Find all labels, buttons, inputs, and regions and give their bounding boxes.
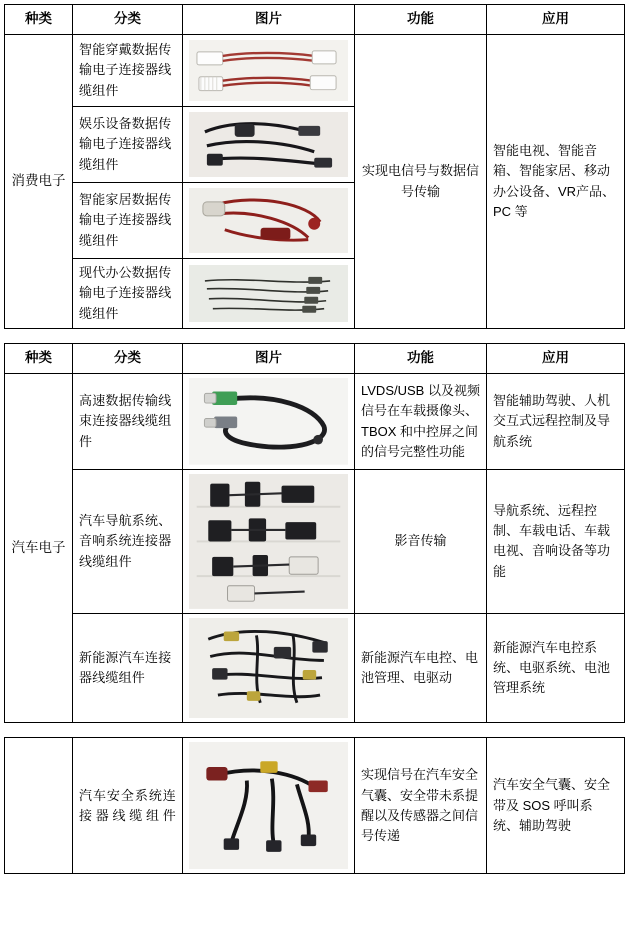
header-kind: 种类 (5, 5, 73, 35)
table-row (5, 738, 625, 874)
cell-image (183, 613, 355, 722)
safety-harness-photo (189, 742, 348, 869)
header-application: 应用 (487, 5, 625, 35)
navigation-audio-harness-photo (189, 474, 348, 609)
cell-function: 实现信号在汽车安全气囊、安全带未系提醒以及传感器之间信号传递 (355, 738, 487, 874)
cell-classification: 智能穿戴数据传输电子连接器线缆组件 (73, 35, 183, 107)
consumer-electronics-table (4, 4, 625, 329)
hsd-cable-photo (189, 378, 348, 465)
table-row (5, 470, 625, 614)
cell-image (183, 183, 355, 259)
table-header-row (5, 344, 625, 374)
cell-kind-empty (5, 738, 73, 874)
table-row (5, 35, 625, 107)
cell-classification: 现代办公数据传输电子连接器线缆组件 (73, 259, 183, 329)
header-classification: 分类 (73, 5, 183, 35)
cell-classification: 娱乐设备数据传输电子连接器线缆组件 (73, 107, 183, 183)
cell-classification: 汽车安全系统连接器线缆组件 (73, 738, 183, 874)
header-function: 功能 (355, 5, 487, 35)
cell-classification: 高速数据传输线束连接器线缆组件 (73, 374, 183, 470)
cell-application: 智能辅助驾驶、人机交互式远程控制及导航系统 (487, 374, 625, 470)
cell-function: 影音传输 (355, 470, 487, 614)
header-function: 功能 (355, 344, 487, 374)
cell-function: 实现电信号与数据信号传输 (355, 35, 487, 329)
cell-classification: 新能源汽车连接器线缆组件 (73, 613, 183, 722)
header-kind: 种类 (5, 344, 73, 374)
nev-harness-photo (189, 618, 348, 718)
cell-image (183, 35, 355, 107)
table-separator (0, 329, 628, 339)
cell-application: 新能源汽车电控系统、电驱系统、电池管理系统 (487, 613, 625, 722)
smarthome-cable-photo (189, 188, 348, 254)
cell-application: 汽车安全气囊、安全带及 SOS 呼叫系统、辅助驾驶 (487, 738, 625, 874)
header-image: 图片 (183, 344, 355, 374)
automotive-safety-table (4, 737, 625, 874)
header-classification: 分类 (73, 344, 183, 374)
document-page (0, 4, 628, 946)
automotive-electronics-table (4, 343, 625, 723)
table-row (5, 374, 625, 470)
cell-image (183, 259, 355, 329)
cell-image (183, 470, 355, 614)
cell-image (183, 738, 355, 874)
cell-application: 导航系统、远程控制、车载电话、车载电视、音响设备等功能 (487, 470, 625, 614)
header-image: 图片 (183, 5, 355, 35)
cell-classification: 智能家居数据传输电子连接器线缆组件 (73, 183, 183, 259)
cell-kind: 消费电子 (5, 35, 73, 329)
entertainment-cable-photo (189, 112, 348, 178)
office-cable-photo (189, 265, 348, 323)
cell-classification: 汽车导航系统、音响系统连接器线缆组件 (73, 470, 183, 614)
table-row (5, 613, 625, 722)
cell-function: LVDS/USB 以及视频信号在车载摄像头、TBOX 和中控屏之间的信号完整性功能 (355, 374, 487, 470)
table-header-row (5, 5, 625, 35)
header-application: 应用 (487, 344, 625, 374)
cell-kind: 汽车电子 (5, 374, 73, 723)
cell-application: 智能电视、智能音箱、智能家居、移动办公设备、VR产品、PC 等 (487, 35, 625, 329)
table-separator (0, 723, 628, 733)
cell-function: 新能源汽车电控、电池管理、电驱动 (355, 613, 487, 722)
cell-image (183, 374, 355, 470)
wearable-cable-photo (189, 40, 348, 102)
cell-image (183, 107, 355, 183)
